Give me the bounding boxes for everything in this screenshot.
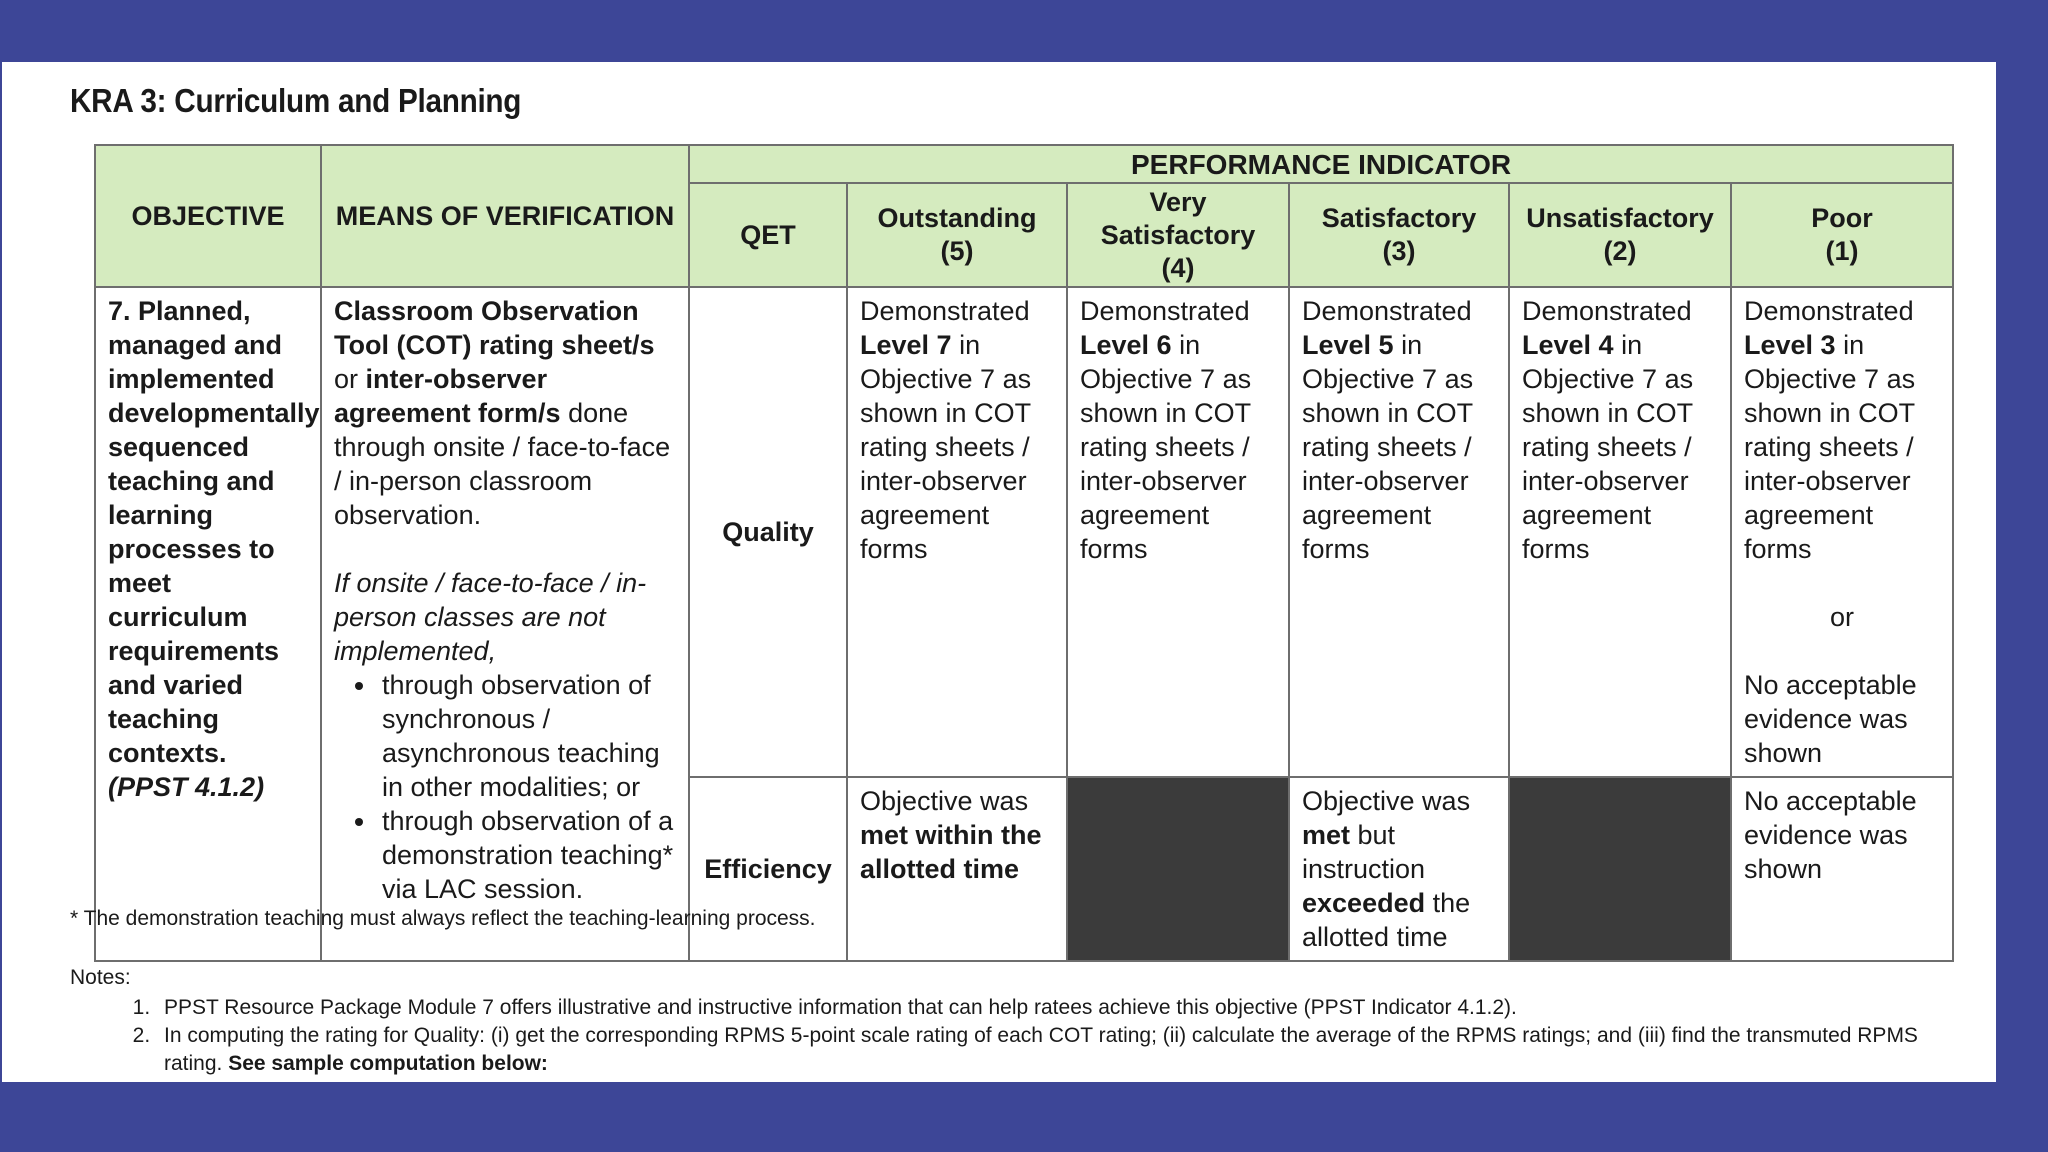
quality-satisfactory-cell: Demonstrated Level 5 in Objective 7 as shown in COT rating sheets / inter-observer agreement forms	[1289, 287, 1509, 777]
efficiency-outstanding-cell: Objective was met within the allotted time	[847, 777, 1067, 961]
list-item: • through observation of a demonstration teaching* via LAC session.	[378, 804, 676, 906]
means-of-verification-cell: Classroom Observation Tool (COT) rating sheet/s or inter-observer agreement form/s done through onsite / face-to-face / in-person classroom observation. If onsite / face-to-face / in-person classes are not implemented, • through observation of synchronous / asynchronous teaching in other modalities; or • through observation of a demonstration teaching* via LAC session.	[321, 287, 689, 961]
notes-section	[70, 964, 1970, 1078]
rubric-table-wrapper	[94, 144, 1952, 962]
header-very-satisfactory: Very Satisfactory (4)	[1067, 183, 1289, 287]
quality-unsatisfactory-cell: Demonstrated Level 4 in Objective 7 as shown in COT rating sheets / inter-observer agreement forms	[1509, 287, 1731, 777]
header-satisfactory: Satisfactory (3)	[1289, 183, 1509, 287]
note-item: 2. In computing the rating for Quality: (i) get the corresponding RPMS 5-point scale rating of each COT rating; (ii) calculate the average of the RPMS ratings; and (iii) find the transmuted RPMS rating. See sample computation below:	[156, 1022, 1970, 1078]
header-performance-indicator: PERFORMANCE INDICATOR	[689, 145, 1953, 183]
page-title: KRA 3: Curriculum and Planning	[70, 82, 522, 119]
notes-label: Notes:	[70, 966, 131, 989]
rubric-table	[94, 144, 1954, 962]
list-item: • through observation of synchronous / asynchronous teaching in other modalities; or	[378, 668, 676, 804]
efficiency-poor-cell: No acceptable evidence was shown	[1731, 777, 1953, 961]
header-unsatisfactory: Unsatisfactory (2)	[1509, 183, 1731, 287]
document-page	[2, 62, 1996, 1082]
footnote: * The demonstration teaching must always reflect the teaching-learning process.	[70, 907, 816, 930]
header-poor: Poor (1)	[1731, 183, 1953, 287]
efficiency-unsatisfactory-blocked	[1509, 777, 1731, 961]
quality-very-satisfactory-cell: Demonstrated Level 6 in Objective 7 as shown in COT rating sheets / inter-observer agreement forms	[1067, 287, 1289, 777]
objective-cell: 7. Planned, managed and implemented developmentally sequenced teaching and learning processes to meet curriculum requirements and varied teaching contexts. (PPST 4.1.2)	[95, 287, 321, 961]
note-item: 1. PPST Resource Package Module 7 offers illustrative and instructive information that can help ratees achieve this objective (PPST Indicator 4.1.2).	[156, 994, 1970, 1022]
header-outstanding: Outstanding (5)	[847, 183, 1067, 287]
qet-efficiency-label: Efficiency	[689, 777, 847, 961]
efficiency-satisfactory-cell: Objective was met but instruction exceeded the allotted time	[1289, 777, 1509, 961]
efficiency-very-satisfactory-blocked	[1067, 777, 1289, 961]
quality-poor-cell: Demonstrated Level 3 in Objective 7 as shown in COT rating sheets / inter-observer agreement forms or No acceptable evidence was shown	[1731, 287, 1953, 777]
header-means-of-verification: MEANS OF VERIFICATION	[321, 145, 689, 287]
table-row-quality	[95, 287, 1953, 777]
objective-reference: (PPST 4.1.2)	[108, 772, 265, 802]
quality-outstanding-cell: Demonstrated Level 7 in Objective 7 as shown in COT rating sheets / inter-observer agreement forms	[847, 287, 1067, 777]
header-objective: OBJECTIVE	[95, 145, 321, 287]
header-qet: QET	[689, 183, 847, 287]
qet-quality-label: Quality	[689, 287, 847, 777]
